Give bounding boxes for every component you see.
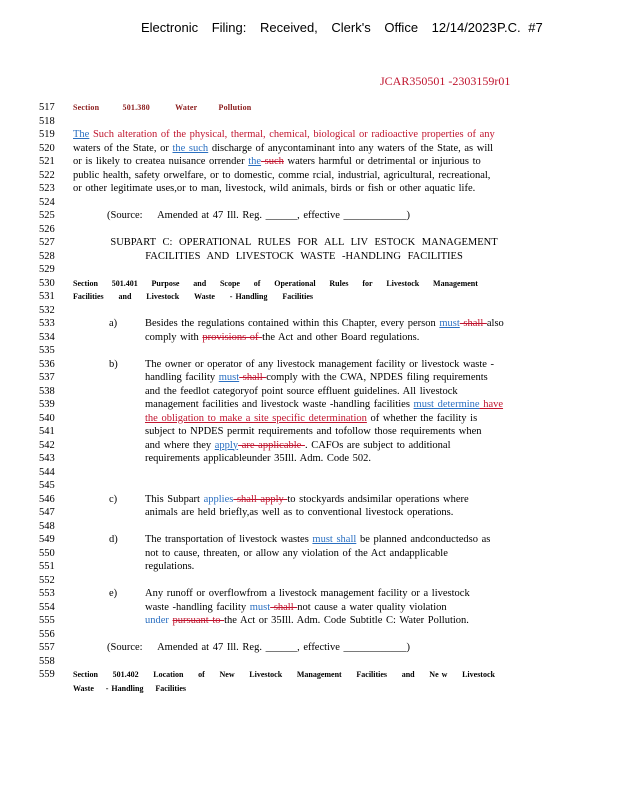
line-number: 549 [39,534,55,545]
line-number: 552 [39,574,55,586]
line-number: 558 [39,655,55,667]
section-number: 501.380 [122,103,150,112]
insertion: The [73,129,90,140]
line-number: 538 [39,385,55,397]
line-number: 537 [39,372,55,383]
heading-word: - Handling [229,292,268,301]
item-b-line-4 [145,398,503,412]
line-number: 541 [39,426,55,437]
line-number: 542 [39,439,55,451]
heading-word: New [219,670,235,679]
deletion: shall [239,372,267,383]
text: not cause a water quality violation [297,601,447,613]
para-519-line-2 [73,142,493,156]
heading-word: - Handling [105,683,144,693]
heading-word: and [193,278,207,288]
heading-word: for [362,278,373,288]
line-number: 539 [39,399,55,410]
source-text: Amended at 47 Ill. Reg. ______, effective ____________) [157,642,410,653]
source-label: (Source: [107,642,143,653]
insertion: must shall [312,534,357,545]
filing-header: Electronic Filing: Received, Clerk's Office 12/14/2023 [141,20,497,35]
line-number: 519 [39,129,55,140]
text: This Subpart [145,493,204,505]
line-number: 557 [39,642,55,653]
heading-word: and [118,292,132,301]
insertion: must [439,318,460,329]
source-label: (Source: [107,210,143,221]
text: handling facility [145,372,219,383]
line-number: 530 [39,277,55,289]
text: to stockyards andsimilar operations where [287,493,469,505]
text: waters of the State, or [73,142,173,154]
deletion: have [479,399,504,410]
line-number: 518 [39,115,55,127]
subpart-title-1: SUBPART C: OPERATIONAL RULES FOR ALL LIV ESTOCK MANAGEMENT [110,237,498,248]
text: management facilities and livestock waste -handling facilities [145,399,414,410]
text: waste -handling facility [145,601,250,613]
heading-word: Scope [219,278,240,288]
section-402-heading-line-2 [73,682,186,696]
section-380-heading [73,101,252,115]
line-number: 529 [39,264,55,275]
section-title-word: Water [175,103,198,112]
line-number: 559 [39,669,55,680]
deletion: provisions of [202,331,263,343]
deletion: are applicable [238,439,305,451]
item-e-line-2 [145,601,447,615]
line-number: 527 [39,237,55,248]
section-401-heading-line-1 [73,277,478,291]
text: the Act and other Board regulations. [262,331,420,343]
source-text: Amended at 47 Ill. Reg. ______, effective ____________) [157,210,410,221]
line-number: 553 [39,588,55,599]
heading-word: Location [153,670,184,679]
text: discharge of anycontaminant into any waters of the State, as will [208,142,494,154]
heading-word: Waste [73,683,94,693]
deletion: shall apply [233,493,288,505]
section-label: Section [73,103,100,112]
para-519-line-5: or other legitimate uses,or to man, livestock, wild animals, birds or fish or other aquatic life. [73,183,476,194]
item-d-line-2: not to cause, threaten, or allow any violation of the Act andapplicable [145,547,448,559]
text: Besides the regulations contained within this Chapter, every person [145,318,440,329]
line-number: 554 [39,601,55,613]
insertion: apply [214,439,239,451]
line-number: 555 [39,615,55,626]
line-number: 533 [39,318,55,329]
line-number: 517 [39,102,55,113]
line-number: 551 [39,561,55,572]
para-519-line-1 [73,128,495,142]
text: be planned andconductedso as [356,534,491,545]
text: The transportation of livestock wastes [145,534,313,545]
text: . CAFOs are subject to additional [304,439,451,451]
heading-word: Section [73,278,98,288]
line-number: 524 [39,196,55,208]
heading-word: Management [296,670,342,679]
line-number: 548 [39,520,55,532]
heading-word: Facilities [155,683,186,693]
text: and where they [145,439,215,451]
heading-word: Livestock [462,670,495,679]
heading-word: Purpose [151,278,180,288]
line-number: 540 [39,412,55,424]
item-a-line-1 [145,317,504,331]
line-number: 556 [39,628,55,640]
item-b-line-7 [145,439,451,453]
item-b-line-5 [145,412,477,426]
line-number: 521 [39,156,55,167]
heading-word: Facilities [73,292,104,301]
insertion: must determine [413,399,480,410]
item-d-label: d) [109,534,118,545]
line-number: 535 [39,345,55,356]
item-d-line-1 [145,533,490,547]
heading-word: Livestock [249,670,283,679]
para-519-line-4: public health, safety orwelfare, or to domestic, comme rcial, industrial, agricultural, recreational, [73,169,491,181]
heading-word: and [401,670,415,679]
heading-word: Management [433,278,478,288]
insertion: the [248,156,262,167]
item-c-line-2: animals are held briefly,as well as to conventional livestock operations. [145,507,454,518]
line-number: 522 [39,169,55,181]
deletion: shall [270,601,298,613]
line-number: 534 [39,331,55,343]
item-e-line-1: Any runoff or overflowfrom a livestock management facility or a livestock [145,588,470,599]
subpart-title-2: FACILITIES AND LIVESTOCK WASTE -HANDLING FACILITIES [145,250,463,262]
heading-word: Waste [194,292,215,301]
line-number: 531 [39,291,55,302]
section-401-heading-line-2 [73,290,313,304]
heading-word: Operational [274,278,316,288]
line-number: 545 [39,480,55,491]
heading-word: Livestock [146,292,180,301]
section-title-word: Pollution [218,103,252,112]
heading-word: Facilities [282,292,313,301]
line-number: 526 [39,223,55,235]
text: comply with the CWA, NPDES filing requirements [266,372,488,383]
line-number: 528 [39,250,55,262]
item-b-line-6: subject to NPDES permit requirements and tofollow those requirements when [145,426,482,437]
text: comply with [145,331,203,343]
document-id: JCAR350501 -2303159r01 [380,74,511,88]
insertion: under [145,615,173,626]
heading-word: Rules [329,278,349,288]
item-c-label: c) [109,493,118,505]
text: of whether the facility is [366,412,478,424]
heading-word: of [253,278,261,288]
section-402-heading-line-1 [73,668,495,682]
item-b-label: b) [109,358,118,370]
line-number: 532 [39,304,55,316]
text: or is likely to createa nuisance orrender [73,156,249,167]
item-a-line-2 [145,331,419,345]
insertion: must [249,601,271,613]
deletion: such [261,156,284,167]
heading-word: of [198,670,205,679]
item-b-line-2 [145,371,488,385]
text: waters harmful or detrimental or injurious to [283,156,481,167]
item-b-line-1: The owner or operator of any livestock management facility or livestock waste - [145,358,495,370]
item-e-line-3 [145,614,469,628]
item-c-line-1 [145,493,469,507]
deletion: the obligation to make a site specific determination [145,412,367,424]
insertion: must [218,372,240,383]
text: also [486,318,504,329]
line-number: 544 [39,466,55,478]
line-number: 536 [39,358,55,370]
deletion: shall [459,318,487,329]
line-number: 550 [39,547,55,559]
item-e-label: e) [109,588,118,599]
line-number: 525 [39,210,55,221]
source-note-1 [107,209,410,223]
heading-word: Facilities [356,670,388,679]
heading-word: Section [73,670,98,679]
pc-number: P.C. #7 [497,20,543,35]
text: Such alteration of the physical, thermal, chemical, biological or radioactive properties of any [89,129,495,140]
insertion: applies [203,493,234,505]
insertion: the such [172,142,209,154]
line-number: 546 [39,493,55,505]
line-number: 520 [39,142,55,154]
deletion: pursuant to [172,615,225,626]
item-d-line-3: regulations. [145,561,195,572]
source-note-2 [107,641,410,655]
line-number: 547 [39,507,55,518]
heading-word: 501.402 [112,670,139,679]
heading-word: Livestock [386,278,420,288]
item-b-line-8: requirements applicableunder 35Ill. Adm. Code 502. [145,453,372,464]
text: the Act or 35Ill. Adm. Code Subtitle C: Water Pollution. [224,615,469,626]
heading-word: 501.401 [111,278,138,288]
item-a-label: a) [109,318,118,329]
line-number: 523 [39,183,55,194]
heading-word: Ne w [429,670,448,679]
item-b-line-3: and the feedlot categoryof point source effluent guidelines. All livestock [145,385,458,397]
para-519-line-3 [73,155,481,169]
line-number: 543 [39,453,55,464]
